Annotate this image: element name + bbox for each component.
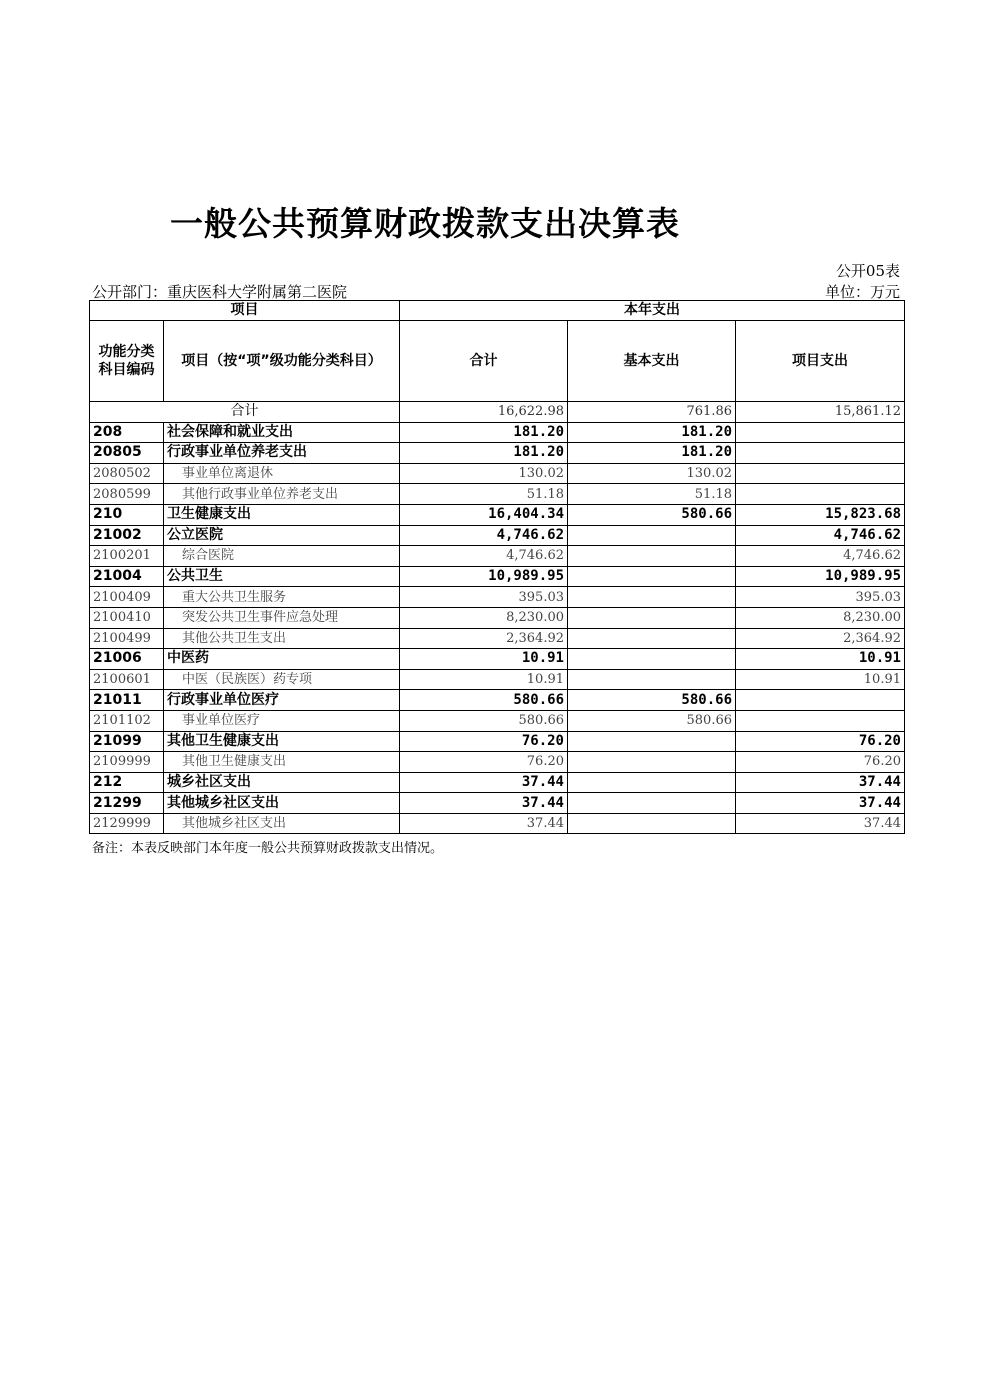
- header-total: 合计: [400, 321, 568, 402]
- row-project: 8,230.00: [736, 607, 905, 628]
- header-row-1: [90, 301, 905, 321]
- row-total: 10,989.95: [400, 566, 568, 587]
- row-basic: [568, 587, 736, 608]
- row-code: 2100201: [90, 546, 164, 567]
- row-total: 4,746.62: [400, 546, 568, 567]
- total-amount: 16,622.98: [400, 402, 568, 423]
- row-basic: [568, 628, 736, 649]
- row-basic: [568, 566, 736, 587]
- row-total: 10.91: [400, 669, 568, 690]
- table-row: [90, 772, 905, 793]
- row-code: 2080599: [90, 484, 164, 505]
- row-project: 37.44: [736, 772, 905, 793]
- table-row: [90, 793, 905, 814]
- row-basic: [568, 731, 736, 752]
- row-total: 181.20: [400, 422, 568, 443]
- row-name: 其他城乡社区支出: [164, 793, 400, 814]
- row-project: 76.20: [736, 752, 905, 773]
- row-name: 综合医院: [164, 546, 400, 567]
- row-name: 公立医院: [164, 525, 400, 546]
- row-total: 4,746.62: [400, 525, 568, 546]
- header-project-expenditure: 项目支出: [736, 321, 905, 402]
- row-code: 2100601: [90, 669, 164, 690]
- row-total: 10.91: [400, 649, 568, 670]
- row-code: 21299: [90, 793, 164, 814]
- row-project: 10.91: [736, 669, 905, 690]
- table-row: [90, 484, 905, 505]
- row-project: [736, 463, 905, 484]
- row-name: 其他公共卫生支出: [164, 628, 400, 649]
- row-name: 重大公共卫生服务: [164, 587, 400, 608]
- row-total: 580.66: [400, 710, 568, 731]
- row-total: 2,364.92: [400, 628, 568, 649]
- row-total: 181.20: [400, 443, 568, 464]
- total-row: [90, 402, 905, 423]
- total-label: 合计: [90, 402, 400, 423]
- row-basic: [568, 813, 736, 834]
- row-total: 395.03: [400, 587, 568, 608]
- total-project: 15,861.12: [736, 402, 905, 423]
- row-project: 76.20: [736, 731, 905, 752]
- row-name: 事业单位离退休: [164, 463, 400, 484]
- row-code: 2129999: [90, 813, 164, 834]
- row-code: 208: [90, 422, 164, 443]
- table-row: [90, 525, 905, 546]
- row-project: 37.44: [736, 793, 905, 814]
- row-project: [736, 443, 905, 464]
- form-number: 公开05表: [835, 262, 900, 280]
- expenditure-table: [89, 300, 905, 834]
- row-basic: 181.20: [568, 443, 736, 464]
- row-code: 2100409: [90, 587, 164, 608]
- row-name: 社会保障和就业支出: [164, 422, 400, 443]
- row-basic: 580.66: [568, 504, 736, 525]
- header-current-year: 本年支出: [400, 301, 905, 321]
- row-code: 2100499: [90, 628, 164, 649]
- table-row: [90, 504, 905, 525]
- row-basic: 580.66: [568, 690, 736, 711]
- row-basic: [568, 669, 736, 690]
- row-project: [736, 690, 905, 711]
- row-code: 212: [90, 772, 164, 793]
- row-total: 76.20: [400, 752, 568, 773]
- row-code: 21004: [90, 566, 164, 587]
- row-name: 卫生健康支出: [164, 504, 400, 525]
- row-code: 21002: [90, 525, 164, 546]
- department-label: 公开部门：重庆医科大学附属第二医院: [92, 283, 348, 301]
- header-row-2: [90, 321, 905, 402]
- row-total: 16,404.34: [400, 504, 568, 525]
- row-total: 37.44: [400, 793, 568, 814]
- row-code: 21011: [90, 690, 164, 711]
- row-name: 公共卫生: [164, 566, 400, 587]
- row-name: 中医（民族医）药专项: [164, 669, 400, 690]
- row-basic: [568, 546, 736, 567]
- table-row: [90, 443, 905, 464]
- row-name: 突发公共卫生事件应急处理: [164, 607, 400, 628]
- table-row: [90, 628, 905, 649]
- table-row: [90, 587, 905, 608]
- row-code: 2109999: [90, 752, 164, 773]
- row-project: 10.91: [736, 649, 905, 670]
- row-project: [736, 484, 905, 505]
- row-basic: [568, 649, 736, 670]
- row-basic: 181.20: [568, 422, 736, 443]
- row-basic: 130.02: [568, 463, 736, 484]
- row-total: 580.66: [400, 690, 568, 711]
- row-code: 2100410: [90, 607, 164, 628]
- row-basic: [568, 525, 736, 546]
- row-basic: [568, 607, 736, 628]
- row-basic: [568, 793, 736, 814]
- row-total: 37.44: [400, 772, 568, 793]
- total-basic: 761.86: [568, 402, 736, 423]
- page-title: 一般公共预算财政拨款支出决算表: [170, 204, 680, 243]
- header-basic: 基本支出: [568, 321, 736, 402]
- row-code: 20805: [90, 443, 164, 464]
- table-row: [90, 731, 905, 752]
- row-name: 城乡社区支出: [164, 772, 400, 793]
- row-project: 10,989.95: [736, 566, 905, 587]
- row-name: 其他城乡社区支出: [164, 813, 400, 834]
- row-name: 其他行政事业单位养老支出: [164, 484, 400, 505]
- header-name: 项目（按“项”级功能分类科目）: [164, 321, 400, 402]
- row-code: 2101102: [90, 710, 164, 731]
- row-name: 中医药: [164, 649, 400, 670]
- table-row: [90, 566, 905, 587]
- row-project: 4,746.62: [736, 525, 905, 546]
- table-row: [90, 752, 905, 773]
- row-name: 其他卫生健康支出: [164, 731, 400, 752]
- row-code: 2080502: [90, 463, 164, 484]
- row-name: 其他卫生健康支出: [164, 752, 400, 773]
- table-row: [90, 546, 905, 567]
- row-name: 事业单位医疗: [164, 710, 400, 731]
- table-row: [90, 422, 905, 443]
- row-basic: [568, 752, 736, 773]
- row-project: 395.03: [736, 587, 905, 608]
- row-project: 2,364.92: [736, 628, 905, 649]
- table-row: [90, 813, 905, 834]
- row-total: 8,230.00: [400, 607, 568, 628]
- row-code: 21006: [90, 649, 164, 670]
- row-project: [736, 710, 905, 731]
- row-code: 21099: [90, 731, 164, 752]
- row-basic: [568, 772, 736, 793]
- table-row: [90, 690, 905, 711]
- row-total: 130.02: [400, 463, 568, 484]
- row-total: 51.18: [400, 484, 568, 505]
- table-row: [90, 607, 905, 628]
- row-project: 15,823.68: [736, 504, 905, 525]
- row-project: 4,746.62: [736, 546, 905, 567]
- footnote: 备注：本表反映部门本年度一般公共预算财政拨款支出情况。: [92, 841, 444, 856]
- header-code: 功能分类科目编码: [90, 321, 164, 402]
- row-basic: 580.66: [568, 710, 736, 731]
- table-row: [90, 463, 905, 484]
- row-name: 行政事业单位医疗: [164, 690, 400, 711]
- row-project: [736, 422, 905, 443]
- row-total: 37.44: [400, 813, 568, 834]
- unit-label: 单位：万元: [824, 283, 900, 301]
- row-total: 76.20: [400, 731, 568, 752]
- header-project: 项目: [90, 301, 400, 321]
- row-name: 行政事业单位养老支出: [164, 443, 400, 464]
- table-row: [90, 649, 905, 670]
- row-code: 210: [90, 504, 164, 525]
- table-row: [90, 669, 905, 690]
- table-row: [90, 710, 905, 731]
- row-project: 37.44: [736, 813, 905, 834]
- row-basic: 51.18: [568, 484, 736, 505]
